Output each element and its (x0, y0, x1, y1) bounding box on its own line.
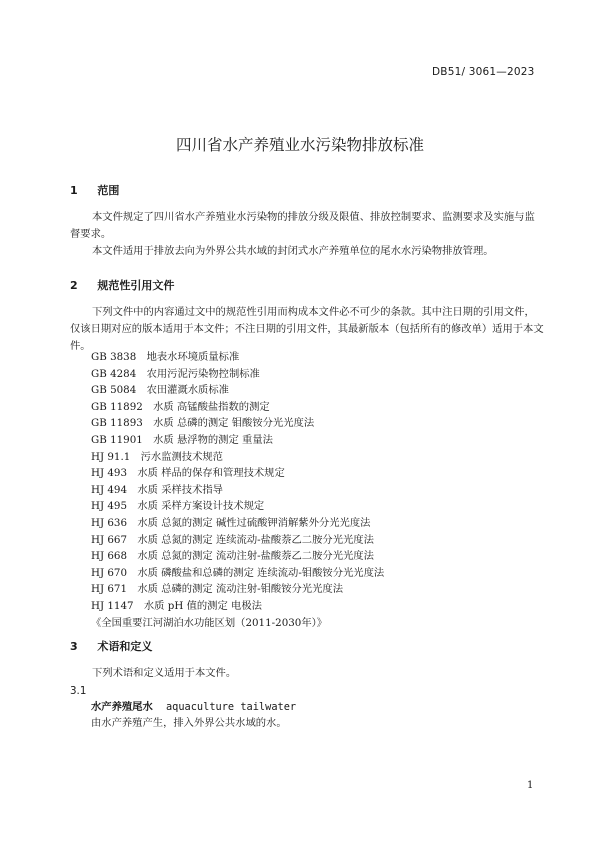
page-number: 1 (527, 780, 534, 791)
section-1-paragraph-2: 本文件适用于排放去向为外界公共水域的封闭式水产养殖单位的尾水水污染物排放管理。 (92, 245, 494, 257)
reference-item: HJ 667 水质 总氮的测定 连续流动-盐酸萘乙二胺分光光度法 (91, 533, 374, 546)
section-2-intro: 下列文件中的内容通过文中的规范性引用而构成本文件必不可少的条款。其中注日期的引用文件，仅该日期对应的版本适用于本文件；不注日期的引用文件，其最新版本（包括所有的修改单）适用于本文件。 (70, 306, 544, 352)
reference-item: GB 5084 农田灌溉水质标准 (91, 384, 229, 397)
reference-item: HJ 493 水质 样品的保存和管理技术规定 (91, 467, 285, 480)
reference-item: GB 3838 地表水环境质量标准 (91, 351, 240, 363)
section-3-number: 3 (70, 640, 78, 653)
reference-item: 《全国重要江河湖泊水功能区划（2011-2030年）》 (91, 616, 328, 629)
section-3-intro: 下列术语和定义适用于本文件。 (92, 667, 237, 679)
reference-item: GB 11893 水质 总磷的测定 钼酸铵分光光度法 (91, 417, 315, 430)
term-heading (91, 699, 296, 716)
reference-item: HJ 495 水质 采样方案设计技术规定 (91, 500, 265, 513)
section-3-title: 术语和定义 (97, 640, 153, 653)
reference-item: GB 11901 水质 悬浮物的测定 重量法 (91, 433, 273, 446)
reference-item: GB 11892 水质 高锰酸盐指数的测定 (91, 400, 270, 413)
reference-item: HJ 668 水质 总氮的测定 流动注射-盐酸萘乙二胺分光光度法 (91, 550, 374, 563)
reference-item: HJ 1147 水质 pH 值的测定 电极法 (91, 599, 262, 612)
reference-item: HJ 91.1 污水监测技术规范 (91, 450, 223, 463)
normative-references-list (91, 349, 384, 631)
section-1-title: 范围 (97, 184, 120, 197)
reference-item: HJ 494 水质 采样技术指导 (91, 483, 223, 496)
term-english: aquaculture tailwater (165, 701, 297, 713)
document-code: DB51/ 3061—2023 (432, 66, 535, 78)
section-1-heading (70, 182, 119, 198)
reference-item: HJ 636 水质 总氮的测定 碱性过硫酸钾消解紫外分光光度法 (91, 516, 371, 529)
term-chinese: 水产养殖尾水 (91, 701, 153, 713)
reference-item: GB 4284 农用污泥污染物控制标准 (91, 367, 260, 380)
document-title: 四川省水产养殖业水污染物排放标准 (175, 136, 424, 154)
section-2-number: 2 (70, 279, 78, 292)
section-2-title: 规范性引用文件 (97, 279, 175, 292)
section-2-heading (70, 277, 174, 293)
section-1-paragraph-1: 本文件规定了四川省水产养殖业水污染物的排放分级及限值、排放控制要求、监测要求及实施与监督要求。 (70, 211, 535, 240)
term-number: 3.1 (70, 685, 87, 697)
section-3-heading (70, 638, 152, 654)
reference-item: HJ 671 水质 总磷的测定 流动注射-钼酸铵分光光度法 (91, 583, 343, 596)
reference-item: HJ 670 水质 磷酸盐和总磷的测定 连续流动-钼酸铵分光光度法 (91, 566, 385, 579)
section-1-number: 1 (70, 184, 78, 197)
term-definition: 由水产养殖产生，排入外界公共水域的水。 (91, 717, 287, 729)
